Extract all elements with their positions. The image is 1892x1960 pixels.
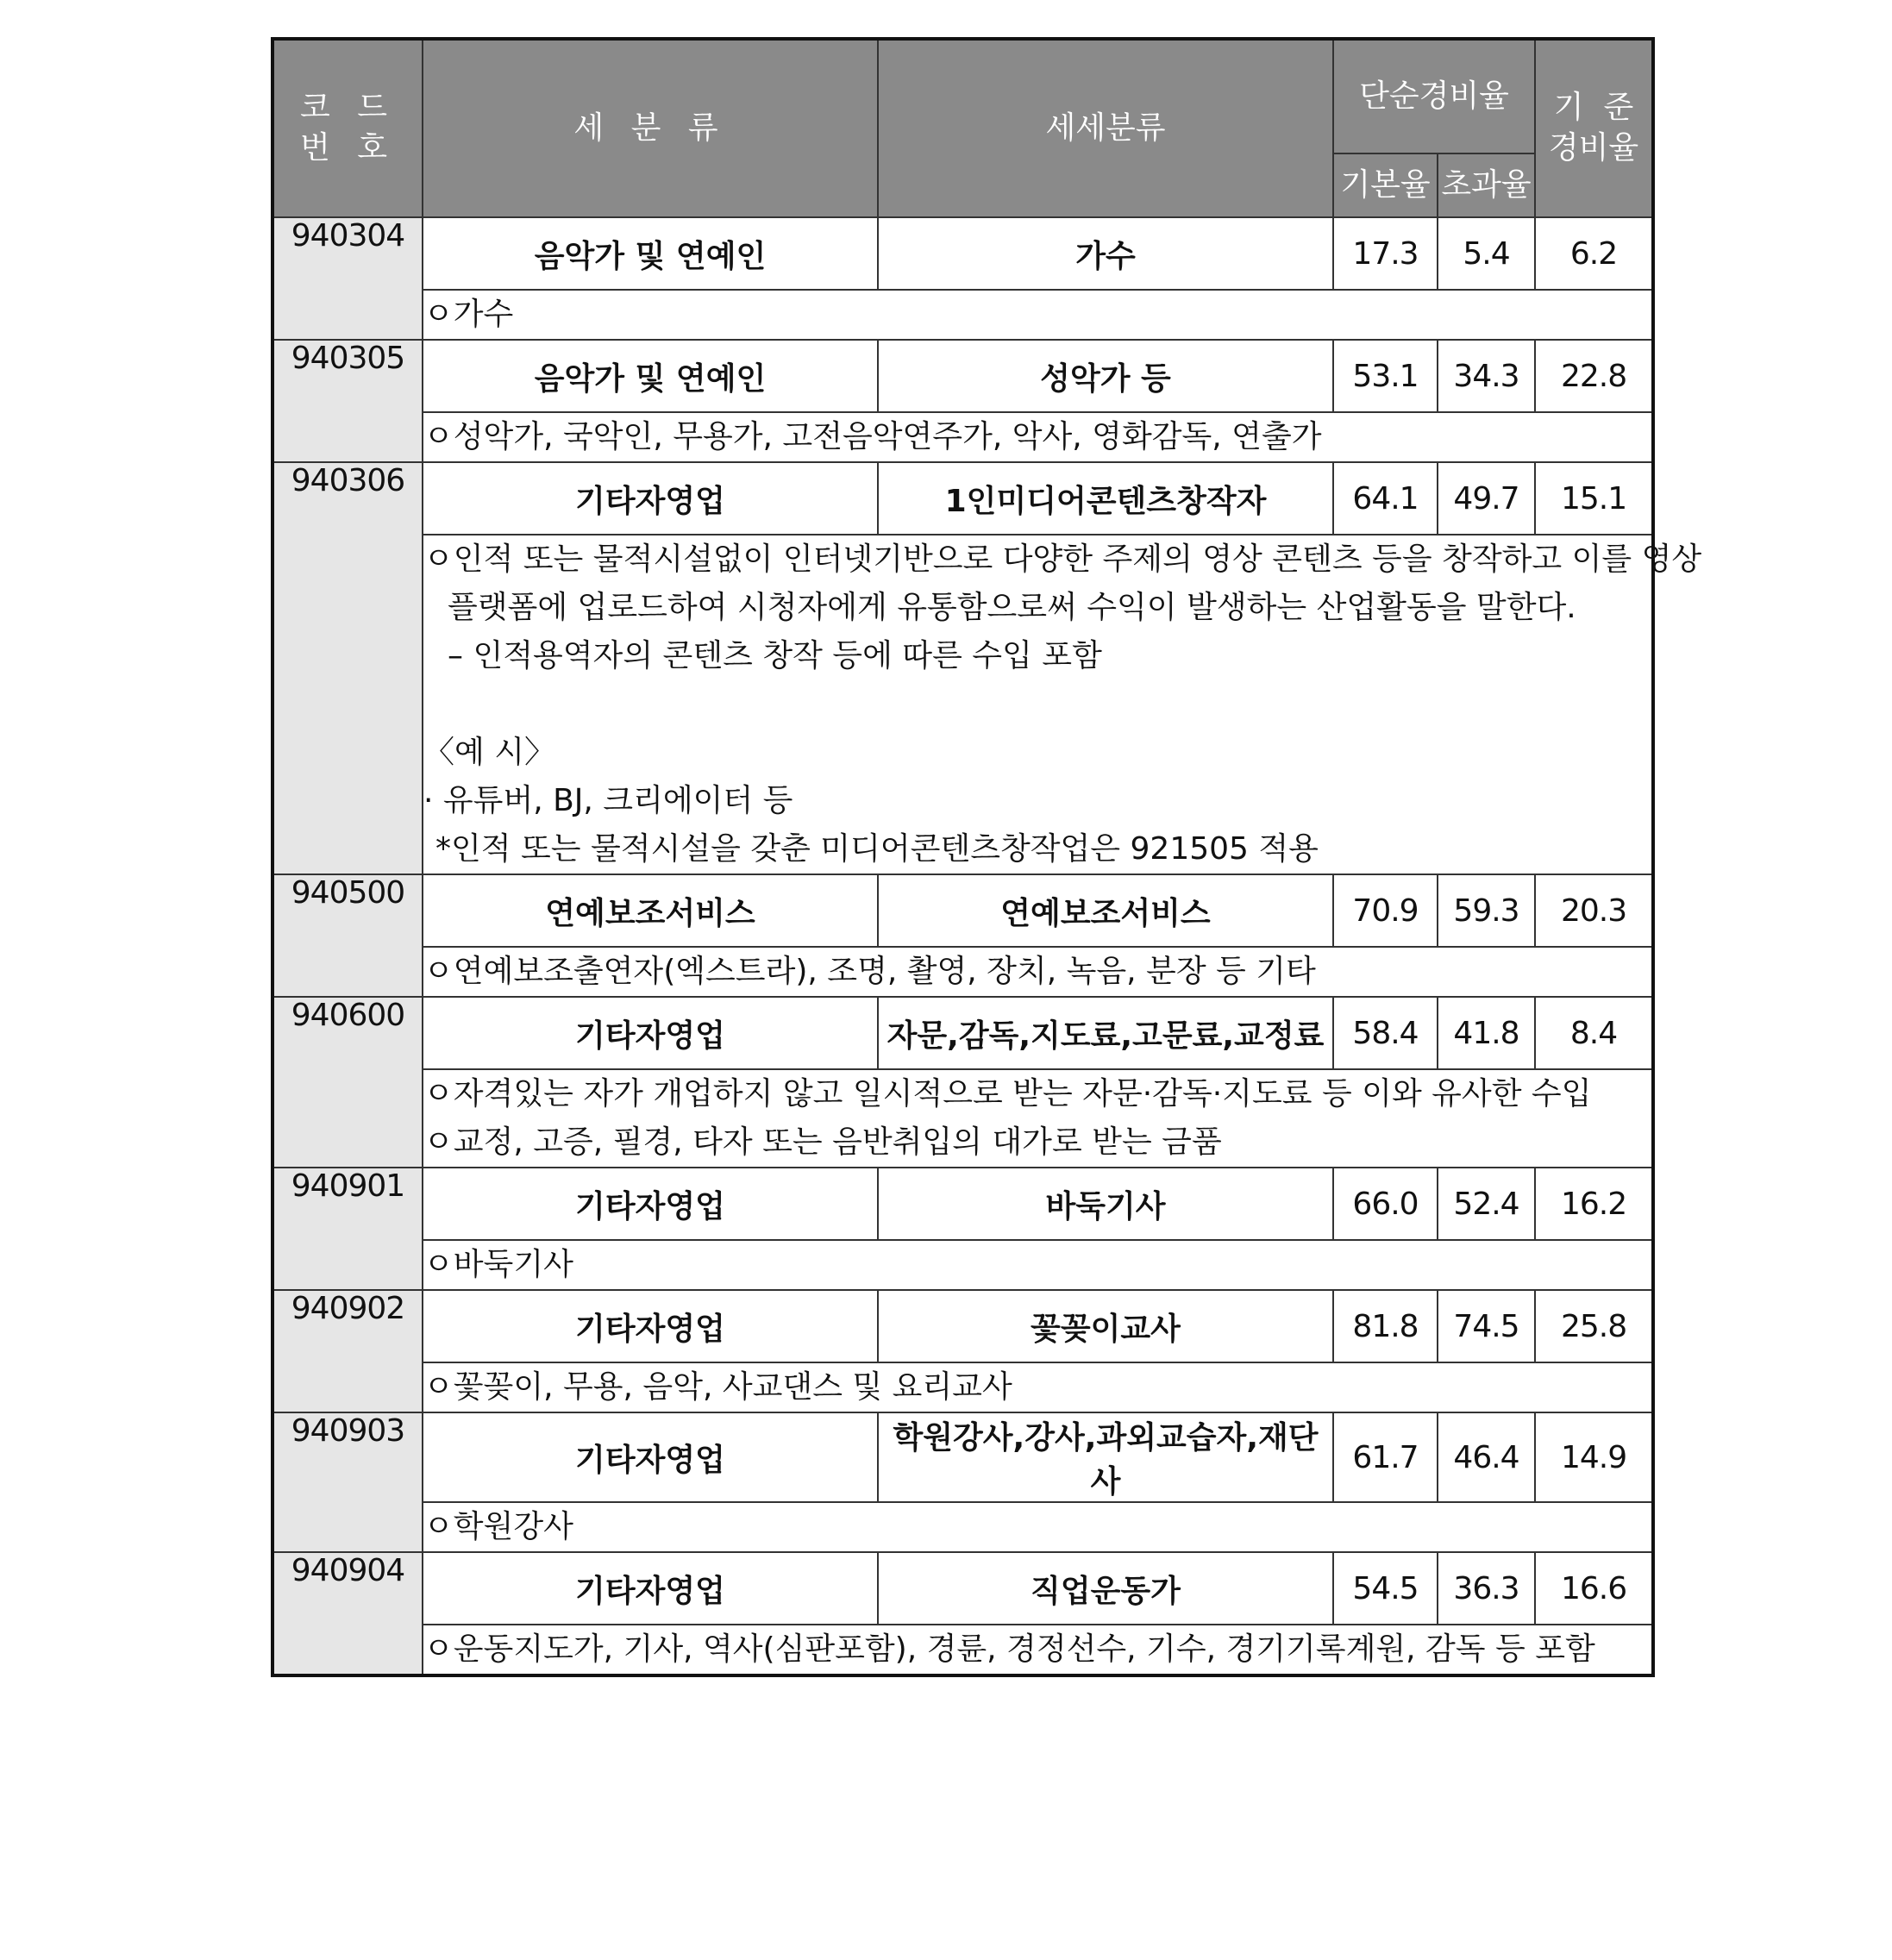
description-cell: [423, 1362, 1653, 1412]
description-line: ㅇ가수: [423, 297, 514, 332]
detail-class-cell: 직업운동가: [878, 1552, 1333, 1625]
description-cell: [423, 1502, 1653, 1552]
excess-rate-cell: 52.4: [1438, 1168, 1535, 1240]
sub-class-header: 세 분 류: [423, 39, 878, 217]
description-line: ㅇ연예보조출연자(엑스트라), 조명, 촬영, 장치, 녹음, 분장 등 기타: [423, 954, 1316, 989]
description-line: · 유튜버, BJ, 크리에이터 등: [423, 783, 793, 818]
standard-rate-cell: 20.3: [1535, 874, 1653, 947]
table-row: [273, 462, 1653, 535]
excess-rate-cell: 74.5: [1438, 1290, 1535, 1362]
simple-rate-header: 단순경비율: [1333, 39, 1535, 153]
excess-rate-cell: 49.7: [1438, 462, 1535, 535]
excess-rate-cell: 46.4: [1438, 1412, 1535, 1502]
expense-rate-table: [271, 37, 1702, 1677]
description-line: ㅇ운동지도가, 기사, 역사(심판포함), 경륜, 경정선수, 기수, 경기기록계원, 감독 등 포함: [423, 1631, 1595, 1667]
description-cell: [423, 1069, 1653, 1168]
basic-rate-cell: 81.8: [1333, 1290, 1438, 1362]
detail-class-cell: 학원강사,강사,과외교습자,재단사: [878, 1412, 1333, 1502]
excess-rate-cell: 5.4: [1438, 217, 1535, 290]
basic-rate-cell: 61.7: [1333, 1412, 1438, 1502]
basic-rate-cell: 58.4: [1333, 997, 1438, 1069]
detail-class-cell: 자문,감독,지도료,고문료,교정료: [878, 997, 1333, 1069]
basic-rate-cell: 66.0: [1333, 1168, 1438, 1240]
code-number-cell: 940901: [273, 1168, 423, 1290]
description-row: [273, 1069, 1653, 1168]
basic-rate-cell: 64.1: [1333, 462, 1438, 535]
table-body: [273, 217, 1702, 1675]
code-number-cell: 940904: [273, 1552, 423, 1675]
description-cell: [423, 290, 1653, 340]
table-row: [273, 1412, 1653, 1502]
table-row: [273, 340, 1653, 412]
standard-rate-cell: 16.6: [1535, 1552, 1653, 1625]
standard-rate-cell: 8.4: [1535, 997, 1653, 1069]
description-line: *인적 또는 물적시설을 갖춘 미디어콘텐츠창작업은 921505 적용: [435, 831, 1319, 867]
code-number-cell: 940305: [273, 340, 423, 462]
excess-rate-cell: 36.3: [1438, 1552, 1535, 1625]
excess-rate-header: 초과율: [1438, 153, 1535, 217]
basic-rate-cell: 54.5: [1333, 1552, 1438, 1625]
table-row: [273, 1290, 1653, 1362]
table-row: [273, 997, 1653, 1069]
table-row: [273, 217, 1653, 290]
table-row: [273, 874, 1653, 947]
description-line: 〈예 시〉: [423, 735, 555, 770]
description-cell: [423, 412, 1653, 462]
detail-class-cell: 성악가 등: [878, 340, 1333, 412]
code-number-cell: 940500: [273, 874, 423, 997]
detail-class-cell: 꽃꽂이교사: [878, 1290, 1333, 1362]
sub-class-cell: 기타자영업: [423, 462, 878, 535]
sub-class-cell: 기타자영업: [423, 1552, 878, 1625]
description-line: 플랫폼에 업로드하여 시청자에게 유통함으로써 수익이 발생하는 산업활동을 말한다.: [448, 590, 1576, 625]
code-header-line2: 번 호: [300, 130, 396, 166]
excess-rate-cell: 41.8: [1438, 997, 1535, 1069]
standard-rate-cell: 15.1: [1535, 462, 1653, 535]
description-cell: [423, 1625, 1653, 1675]
basic-rate-cell: 17.3: [1333, 217, 1438, 290]
standard-rate-cell: 22.8: [1535, 340, 1653, 412]
blank-line: [423, 680, 1651, 729]
table-row: [273, 1552, 1653, 1625]
description-cell: [423, 535, 1702, 874]
excess-rate-cell: 59.3: [1438, 874, 1535, 947]
basic-rate-header: 기본율: [1333, 153, 1438, 217]
detail-class-cell: 바둑기사: [878, 1168, 1333, 1240]
sub-class-cell: 음악가 및 연예인: [423, 340, 878, 412]
table-row: [273, 1168, 1653, 1240]
basic-rate-cell: 53.1: [1333, 340, 1438, 412]
excess-rate-cell: 34.3: [1438, 340, 1535, 412]
description-line: ㅇ인적 또는 물적시설없이 인터넷기반으로 다양한 주제의 영상 콘텐츠 등을 창작하고 이를 영상: [423, 542, 1702, 577]
code-number-cell: 940304: [273, 217, 423, 340]
standard-header-line2: 경비율: [1548, 130, 1639, 166]
code-number-cell: 940903: [273, 1412, 423, 1552]
description-line: – 인적용역자의 콘텐츠 창작 등에 따른 수입 포함: [448, 638, 1102, 673]
description-row: [273, 535, 1653, 874]
sub-class-cell: 기타자영업: [423, 1412, 878, 1502]
description-line: ㅇ바둑기사: [423, 1247, 573, 1282]
sub-class-cell: 기타자영업: [423, 997, 878, 1069]
description-cell: [423, 1240, 1653, 1290]
code-number-header: [273, 39, 423, 217]
sub-class-cell: 연예보조서비스: [423, 874, 878, 947]
code-number-cell: 940306: [273, 462, 423, 874]
standard-rate-header: [1535, 39, 1653, 217]
description-row: [273, 290, 1653, 340]
sub-class-cell: 기타자영업: [423, 1168, 878, 1240]
standard-rate-cell: 25.8: [1535, 1290, 1653, 1362]
description-line: ㅇ학원강사: [423, 1509, 573, 1544]
description-cell: [423, 947, 1653, 997]
standard-header-line1: 기 준: [1553, 90, 1634, 126]
description-line: ㅇ꽃꽂이, 무용, 음악, 사교댄스 및 요리교사: [423, 1369, 1012, 1405]
description-row: [273, 412, 1653, 462]
standard-rate-cell: 6.2: [1535, 217, 1653, 290]
description-line: ㅇ자격있는 자가 개업하지 않고 일시적으로 받는 자문·감독·지도료 등 이와 유사한 수입: [423, 1076, 1592, 1112]
basic-rate-cell: 70.9: [1333, 874, 1438, 947]
code-number-cell: 940600: [273, 997, 423, 1168]
description-row: [273, 1362, 1653, 1412]
sub-class-cell: 음악가 및 연예인: [423, 217, 878, 290]
detail-class-header: 세세분류: [878, 39, 1333, 217]
detail-class-cell: 가수: [878, 217, 1333, 290]
description-row: [273, 1502, 1653, 1552]
detail-class-cell: 1인미디어콘텐츠창작자: [878, 462, 1333, 535]
description-row: [273, 1240, 1653, 1290]
description-line: ㅇ성악가, 국악인, 무용가, 고전음악연주가, 악사, 영화감독, 연출가: [423, 419, 1322, 454]
description-line: ㅇ교정, 고증, 필경, 타자 또는 음반취입의 대가로 받는 금품: [423, 1124, 1222, 1160]
standard-rate-cell: 16.2: [1535, 1168, 1653, 1240]
standard-rate-cell: 14.9: [1535, 1412, 1653, 1502]
code-header-line1: 코 드: [300, 90, 396, 126]
description-row: [273, 947, 1653, 997]
description-row: [273, 1625, 1653, 1675]
detail-class-cell: 연예보조서비스: [878, 874, 1333, 947]
sub-class-cell: 기타자영업: [423, 1290, 878, 1362]
code-number-cell: 940902: [273, 1290, 423, 1412]
